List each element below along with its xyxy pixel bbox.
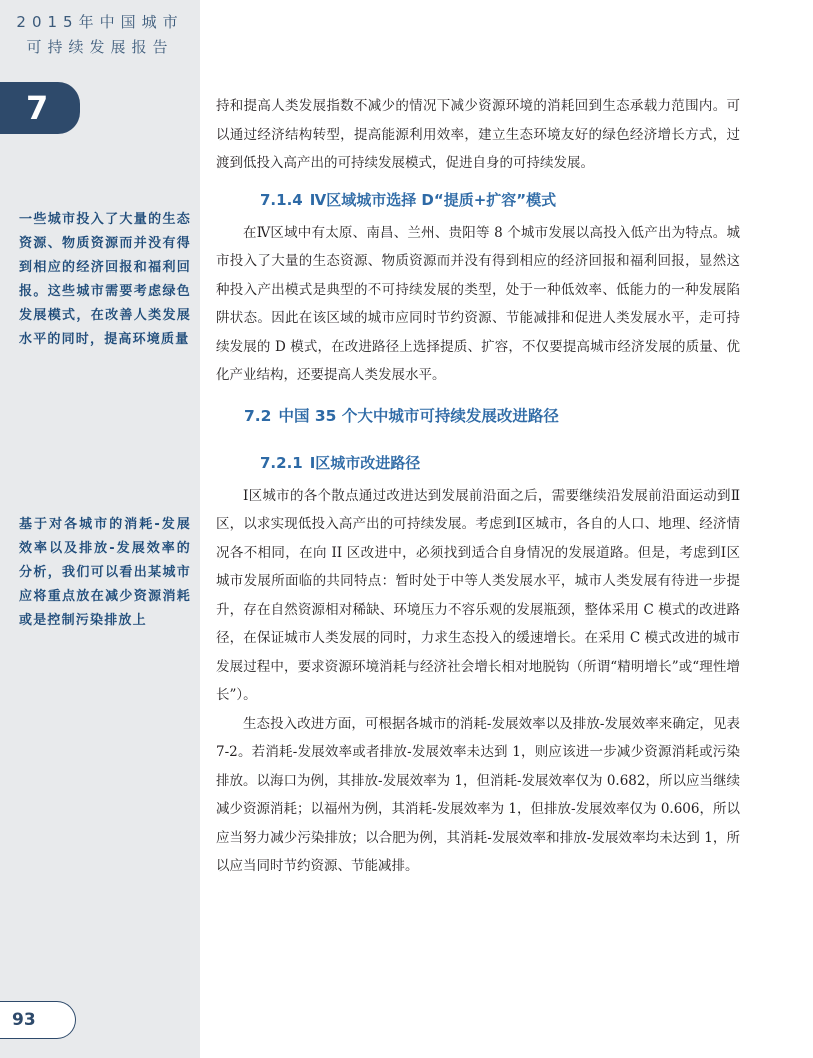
section-heading-7-2	[216, 396, 740, 436]
book-title	[0, 10, 200, 60]
section-heading-7-1-4	[216, 181, 740, 219]
sidebar	[0, 0, 200, 1058]
section-heading-7-2-1	[216, 444, 740, 482]
sidebar-note-efficiency-analysis: 基于对各城市的消耗-发展效率以及排放-发展效率的分析，我们可以看出某城市应将重点放在减少资源消耗或是控制污染排放上	[19, 517, 191, 628]
section-title: Ⅰ区城市改进路径	[309, 453, 421, 472]
section-number: 7.2.1	[260, 453, 303, 472]
paragraph-intro: 持和提高人类发展指数不减少的情况下减少资源环境的消耗回到生态承载力范围内。可以通过经济结构转型，提高能源利用效率，建立生态环境友好的绿色经济增长方式，过渡到低投入高产出的可持续发展模式，促进自身的可持续发展。	[216, 98, 740, 171]
paragraph-region-i-path: Ⅰ区城市的各个散点通过改进达到发展前沿面之后，需要继续沿发展前沿面运动到Ⅱ区，以求实现低投入高产出的可持续发展。考虑到Ⅰ区城市，各自的人口、地理、经济情况各不相同，在向 II 区改进中，必须找到适合自身情况的发展道路。但是，考虑到Ⅰ区城市发展所面临的共同特点：暂时处于中等人类发展水平，城市人类发展有待进一步提升，存在自然资源相对稀缺、环境压力不容乐观的发展瓶颈，整体采用 C 模式的改进路径，在保证城市人类发展的同时，力求生态投入的缓速增长。在采用 C 模式改进的城市发展过程中，要求资源环境消耗与经济社会增长相对地脱钩（所谓“精明增长”或“理性增长”）。	[216, 487, 740, 703]
chapter-number: 7	[26, 89, 49, 127]
book-title-line1: 2015年中国城市	[16, 13, 184, 31]
paragraph-eco-input: 生态投入改进方面，可根据各城市的消耗-发展效率以及排放-发展效率来确定，见表 7-2。若消耗-发展效率或者排放-发展效率未达到 1，则应该进一步减少资源消耗或污染排放。以海口为例，其排放-发展效率为 1，但消耗-发展效率仅为 0.682，所以应当继续减少资源消耗；以福州为例，其消耗-发展效率为 1，但排放-发展效率仅为 0.606，所以应当努力减少污染排放；以合肥为例，其消耗-发展效率和排放-发展效率均未达到 1，所以应当同时节约资源、节能减排。	[216, 715, 740, 874]
section-number: 7.2	[244, 406, 272, 425]
main-content	[216, 92, 740, 881]
book-title-line2: 可持续发展报告	[26, 38, 174, 56]
paragraph-region-iv: 在Ⅳ区域中有太原、南昌、兰州、贵阳等 8 个城市发展以高投入低产出为特点。城市投入了大量的生态资源、物质资源而并没有得到相应的经济回报和福利回报，显然这种投入产出模式是典型的不可持续发展的类型，处于一种低效率、低能力的一种发展陷阱状态。因此在该区域的城市应同时节约资源、节能减排和促进人类发展水平，走可持续发展的 D 模式，在改进路径上选择提质、扩容，不仅要提高城市经济发展的质量、优化产业结构，还要提高人类发展水平。	[216, 224, 740, 383]
sidebar-note-green-development: 一些城市投入了大量的生态资源、物质资源而并没有得到相应的经济回报和福利回报。这些城市需要考虑绿色发展模式，在改善人类发展水平的同时，提高环境质量	[19, 212, 191, 347]
section-number: 7.1.4	[260, 190, 303, 209]
page-number: 93	[12, 1010, 36, 1030]
page-number-tab	[0, 1001, 76, 1039]
chapter-tab	[0, 82, 80, 134]
section-title: 中国 35 个大中城市可持续发展改进路径	[278, 406, 559, 425]
section-title: Ⅳ区域城市选择 D“提质+扩容”模式	[309, 190, 557, 209]
